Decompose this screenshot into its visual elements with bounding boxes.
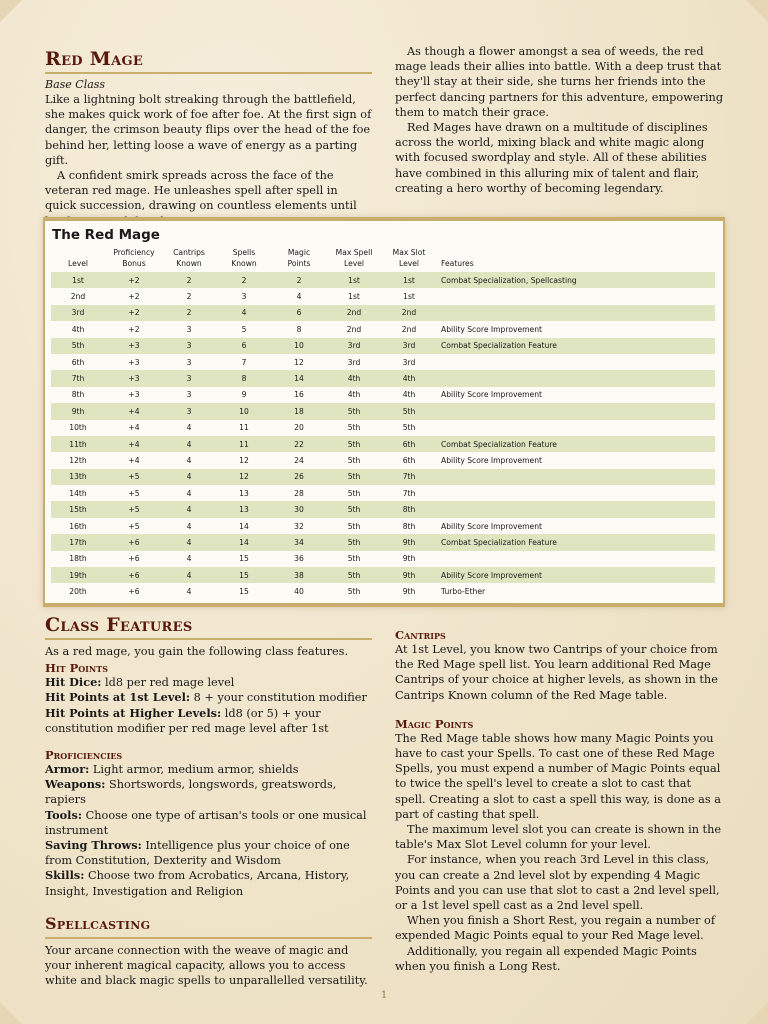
table-cell: 2: [186, 308, 192, 318]
column-header: Magic Points: [287, 248, 311, 268]
class-table-frame: [43, 217, 725, 607]
table-cell: 12: [294, 357, 304, 367]
table-row: [51, 403, 715, 419]
title-divider: [45, 638, 372, 640]
table-cell: +5: [128, 488, 140, 498]
column-header: Spells Known: [231, 248, 257, 268]
column-header: Features: [441, 259, 474, 268]
table-cell: 2nd: [346, 308, 362, 318]
spellcasting-title: Spellcasting: [45, 913, 151, 933]
table-cell: 5th: [347, 488, 361, 498]
table-cell: [435, 501, 715, 517]
table-cell: 1st: [403, 275, 415, 285]
table-cell: 4: [186, 455, 192, 465]
class-title: Red Mage: [45, 48, 144, 70]
table-cell: 26: [294, 472, 304, 482]
table-cell: 9th: [71, 406, 85, 416]
table-body: [51, 272, 715, 600]
intro-paragraph: A confident smirk spreads across the face of the veteran red mage. He unleashes spell after spell in quick succession, drawing on countless elements until: [45, 169, 357, 213]
table-cell: 13th: [69, 472, 87, 482]
table-cell: +6: [128, 537, 140, 547]
table-cell: +2: [128, 275, 140, 285]
table-cell: Ability Score Improvement: [441, 390, 542, 400]
table-cell: 14: [239, 537, 249, 547]
table-cell: 15th: [69, 505, 87, 515]
page-corner-ornament: [746, 1002, 768, 1024]
table-row: [51, 551, 715, 567]
table-cell: 10: [294, 341, 304, 351]
table-cell: 10th: [69, 423, 87, 433]
table-row: [51, 420, 715, 436]
table-cell: 17th: [69, 537, 87, 547]
table-cell: 1st: [348, 275, 360, 285]
table-row: [51, 354, 715, 370]
table-row: [51, 583, 715, 599]
table-cell: 4: [186, 587, 192, 597]
table-cell: [435, 469, 715, 485]
table-cell: 4th: [347, 374, 361, 384]
table-cell: 5th: [347, 537, 361, 547]
table-cell: 20: [294, 423, 304, 433]
table-cell: 2: [296, 275, 302, 285]
table-title: The Red Mage: [52, 227, 160, 243]
table-cell: 7th: [402, 488, 416, 498]
hit-points-higher-line: Hit Points at Higher Levels: ld8 (or 5) + your constitution modifier per red mage level after 1st: [45, 705, 329, 735]
spellcasting-text: Your arcane connection with the weave of magic and your inherent magical capacity, allows you to access white and black magic spells to unparallelled versatility.: [45, 943, 368, 988]
table-cell: Ability Score Improvement: [441, 521, 542, 531]
table-cell: +2: [128, 324, 140, 334]
page-corner-ornament: [0, 1002, 22, 1024]
table-cell: 5th: [347, 505, 361, 515]
table-cell: +2: [128, 308, 140, 318]
intro-paragraph: Red Mages have drawn on a multitude of disciplines across the world, mixing black and white magic along with focused swordplay and style. All of these abilities have combined in this alluring mix of talent and flair, creating a hero worthy of becoming legendary.: [395, 121, 708, 195]
table-cell: 4: [186, 554, 192, 564]
table-cell: 7th: [71, 374, 85, 384]
table-cell: 13: [239, 488, 249, 498]
hit-dice-line: Hit Dice: ld8 per red mage level: [45, 675, 235, 690]
table-row: [51, 469, 715, 485]
magic-points-paragraph: The Red Mage table shows how many Magic Points you have to cast your Spells. To cast one of these Red Mage Spells, you must expend a number of Magic Points equal to twice the spell's level to create a slot to cast that spell. Creating a slot to cast a spell this way, is done as a part of casting that spell.: [395, 731, 722, 821]
table-cell: [435, 305, 715, 321]
table-cell: 5th: [347, 472, 361, 482]
table-row: [51, 485, 715, 501]
table-cell: 2: [241, 275, 247, 285]
armor-line: Armor: Light armor, medium armor, shields: [45, 762, 299, 777]
table-cell: 1st: [348, 292, 360, 302]
page-number: 1: [380, 990, 388, 1001]
table-cell: +4: [128, 406, 140, 416]
class-features-intro: As a red mage, you gain the following class features.: [45, 645, 349, 658]
magic-points-paragraph: When you finish a Short Rest, you regain a number of expended Magic Points equal to your Red Mage level.: [395, 914, 716, 943]
table-cell: 6: [241, 341, 247, 351]
magic-points-heading: Magic Points: [395, 716, 474, 731]
table-cell: 7th: [402, 472, 416, 482]
table-cell: Turbo-Ether: [441, 587, 486, 597]
table-cell: +6: [128, 554, 140, 564]
table-cell: 4: [296, 292, 302, 302]
table-cell: 15: [239, 570, 249, 580]
table-cell: 2nd: [346, 324, 362, 334]
hit-points-heading: Hit Points: [45, 661, 108, 676]
table-cell: 8th: [71, 390, 85, 400]
table-cell: Combat Specialization Feature: [441, 537, 557, 547]
table-cell: 13: [239, 505, 249, 515]
table-cell: +3: [128, 390, 140, 400]
intro-paragraph: As though a flower amongst a sea of weeds, the red mage leads their allies into battle. With a deep trust that they'll stay at their side, she turns her friends into the perfect dancing partners for this adventure, empowering them to match their grace.: [395, 45, 724, 119]
table-cell: 5th: [402, 423, 416, 433]
table-cell: 38: [294, 570, 304, 580]
table-cell: 1st: [403, 292, 415, 302]
table-cell: 2: [186, 292, 192, 302]
page-corner-ornament: [0, 0, 22, 22]
table-cell: Combat Specialization, Spellcasting: [441, 275, 577, 285]
table-cell: 8: [241, 374, 247, 384]
table-cell: [435, 403, 715, 419]
table-cell: 2nd: [401, 308, 417, 318]
table-cell: 2nd: [401, 324, 417, 334]
table-cell: 12: [239, 472, 249, 482]
table-cell: [435, 288, 715, 304]
weapons-line: Weapons: Shortswords, longswords, greatswords, rapiers: [45, 777, 337, 807]
table-row: [51, 370, 715, 386]
table-row: [51, 272, 715, 288]
table-cell: 5th: [347, 406, 361, 416]
table-cell: 34: [294, 537, 304, 547]
table-cell: 20th: [69, 587, 87, 597]
page-corner-ornament: [746, 0, 768, 22]
table-cell: 9th: [402, 570, 416, 580]
table-cell: 3: [186, 357, 192, 367]
table-cell: 5th: [347, 587, 361, 597]
magic-points-paragraph: The maximum level slot you can create is shown in the table's Max Slot Level column for your level.: [395, 823, 722, 852]
table-cell: +4: [128, 423, 140, 433]
table-cell: [435, 354, 715, 370]
table-cell: 3: [186, 406, 192, 416]
table-row: [51, 321, 715, 337]
magic-points-paragraph: Additionally, you regain all expended Magic Points when you finish a Long Rest.: [395, 944, 697, 973]
tools-line: Tools: Choose one type of artisan's tools or one musical instrument: [45, 807, 367, 837]
table-cell: 3rd: [347, 341, 361, 351]
table-cell: 15: [239, 587, 249, 597]
table-row: [51, 338, 715, 354]
table-cell: 4: [241, 308, 247, 318]
table-row: [51, 501, 715, 517]
table-cell: 4th: [71, 324, 85, 334]
table-cell: 5th: [71, 341, 85, 351]
table-cell: 16th: [69, 521, 87, 531]
table-cell: 9: [241, 390, 247, 400]
table-cell: +3: [128, 374, 140, 384]
table-cell: +3: [128, 341, 140, 351]
table-cell: 10: [239, 406, 249, 416]
table-cell: 8th: [402, 505, 416, 515]
table-cell: 36: [294, 554, 304, 564]
column-header: Cantrips Known: [173, 248, 205, 268]
table-cell: 3: [186, 390, 192, 400]
table-cell: 12: [239, 455, 249, 465]
table-cell: 30: [294, 505, 304, 515]
table-cell: 19th: [69, 570, 87, 580]
table-cell: 5th: [347, 455, 361, 465]
table-cell: +6: [128, 570, 140, 580]
table-cell: +4: [128, 455, 140, 465]
table-row: [51, 288, 715, 304]
table-cell: 4: [186, 521, 192, 531]
class-features-title: Class Features: [45, 614, 193, 636]
cantrips-text: At 1st Level, you know two Cantrips of your choice from the Red Mage spell list. You learn additional Red Mage Cantrips of your choice at higher levels, as shown in the Cantrips Known column of the Red Mage table.: [395, 643, 718, 702]
table-cell: 18: [294, 406, 304, 416]
table-cell: 5th: [347, 521, 361, 531]
table-cell: 8: [296, 324, 302, 334]
table-cell: +4: [128, 439, 140, 449]
table-cell: 5th: [347, 570, 361, 580]
table-cell: 9th: [402, 587, 416, 597]
table-cell: 9th: [402, 537, 416, 547]
table-header-row: [51, 247, 715, 272]
table-cell: 3: [186, 324, 192, 334]
table-cell: 3rd: [347, 357, 361, 367]
table-cell: 3rd: [402, 341, 416, 351]
table-cell: 11: [239, 423, 249, 433]
table-cell: 3rd: [71, 308, 85, 318]
table-cell: 2: [186, 275, 192, 285]
table-cell: 3rd: [402, 357, 416, 367]
spell-details-column: [395, 626, 725, 974]
table-row: [51, 452, 715, 468]
table-cell: 4th: [347, 390, 361, 400]
table-cell: Ability Score Improvement: [441, 455, 542, 465]
table-cell: +3: [128, 357, 140, 367]
table-cell: +5: [128, 472, 140, 482]
class-table: [51, 247, 715, 600]
column-header: Level: [67, 259, 89, 268]
table-cell: +6: [128, 587, 140, 597]
table-cell: 6th: [71, 357, 85, 367]
table-cell: 22: [294, 439, 304, 449]
table-cell: 4: [186, 488, 192, 498]
title-divider: [45, 72, 372, 74]
table-cell: 16: [294, 390, 304, 400]
table-cell: 32: [294, 521, 304, 531]
table-row: [51, 436, 715, 452]
table-cell: 3: [241, 292, 247, 302]
table-cell: 6th: [402, 439, 416, 449]
table-row: [51, 567, 715, 583]
table-cell: 28: [294, 488, 304, 498]
table-cell: 9th: [402, 554, 416, 564]
table-cell: Ability Score Improvement: [441, 324, 542, 334]
table-row: [51, 305, 715, 321]
class-subtitle: Base Class: [45, 78, 106, 91]
intro-left-column: [45, 48, 372, 229]
column-header: Max Slot Level: [392, 248, 426, 268]
table-cell: 24: [294, 455, 304, 465]
table-cell: 14: [239, 521, 249, 531]
table-cell: [435, 551, 715, 567]
table-cell: [435, 485, 715, 501]
table-cell: 2nd: [70, 292, 86, 302]
table-cell: 11: [239, 439, 249, 449]
table-cell: 4th: [402, 374, 416, 384]
table-cell: 15: [239, 554, 249, 564]
class-features-column: [45, 614, 372, 988]
cantrips-heading: Cantrips: [395, 628, 446, 642]
table-cell: Combat Specialization Feature: [441, 341, 557, 351]
table-cell: 5th: [347, 439, 361, 449]
table-row: [51, 534, 715, 550]
table-cell: 4: [186, 439, 192, 449]
intro-paragraph: Like a lightning bolt streaking through the battlefield, she makes quick work of foe after foe. At the first sign of danger, the crimson beauty flips over the head of the foe behind her, letting loose a wave of energy as a parting gift.: [45, 93, 372, 167]
table-cell: 4: [186, 472, 192, 482]
table-cell: 6: [296, 308, 302, 318]
magic-points-paragraph: For instance, when you reach 3rd Level in this class, you can create a 2nd level slot by expending 4 Magic Points and you can use that slot to cast a 2nd level spell, or a 1st level spell cast as a 2nd level spell.: [395, 853, 720, 913]
table-cell: 4th: [402, 390, 416, 400]
saving-throws-line: Saving Throws: Intelligence plus your choice of one from Constitution, Dexterity and Wisdom: [45, 838, 350, 868]
intro-right-column: [395, 44, 725, 196]
table-cell: 5th: [402, 406, 416, 416]
table-cell: 1st: [72, 275, 84, 285]
proficiencies-heading: Proficiencies: [45, 748, 123, 763]
table-cell: [435, 370, 715, 386]
table-cell: 12th: [69, 455, 87, 465]
column-header: Proficiency Bonus: [113, 248, 155, 268]
table-cell: 5: [241, 324, 247, 334]
table-cell: 3: [186, 341, 192, 351]
column-header: Max Spell Level: [335, 248, 373, 268]
table-cell: 40: [294, 587, 304, 597]
table-cell: 3: [186, 374, 192, 384]
table-cell: 4: [186, 570, 192, 580]
table-cell: 18th: [69, 554, 87, 564]
table-cell: [435, 420, 715, 436]
table-cell: 5th: [347, 423, 361, 433]
table-row: [51, 387, 715, 403]
table-cell: +5: [128, 521, 140, 531]
table-cell: Ability Score Improvement: [441, 570, 542, 580]
title-divider: [45, 937, 372, 939]
table-row: [51, 518, 715, 534]
table-cell: 4: [186, 505, 192, 515]
table-cell: +5: [128, 505, 140, 515]
table-cell: Combat Specialization Feature: [441, 439, 557, 449]
table-cell: +2: [128, 292, 140, 302]
table-cell: 8th: [402, 521, 416, 531]
table-cell: 14th: [69, 488, 87, 498]
table-cell: 7: [241, 357, 247, 367]
table-cell: 6th: [402, 455, 416, 465]
table-cell: 5th: [347, 554, 361, 564]
table-cell: 4: [186, 423, 192, 433]
skills-line: Skills: Choose two from Acrobatics, Arcana, History, Insight, Investigation and Religion: [45, 868, 350, 898]
table-cell: 11th: [69, 439, 87, 449]
hit-points-first-line: Hit Points at 1st Level: 8 + your constitution modifier: [45, 690, 367, 705]
table-cell: 14: [294, 374, 304, 384]
table-cell: 4: [186, 537, 192, 547]
